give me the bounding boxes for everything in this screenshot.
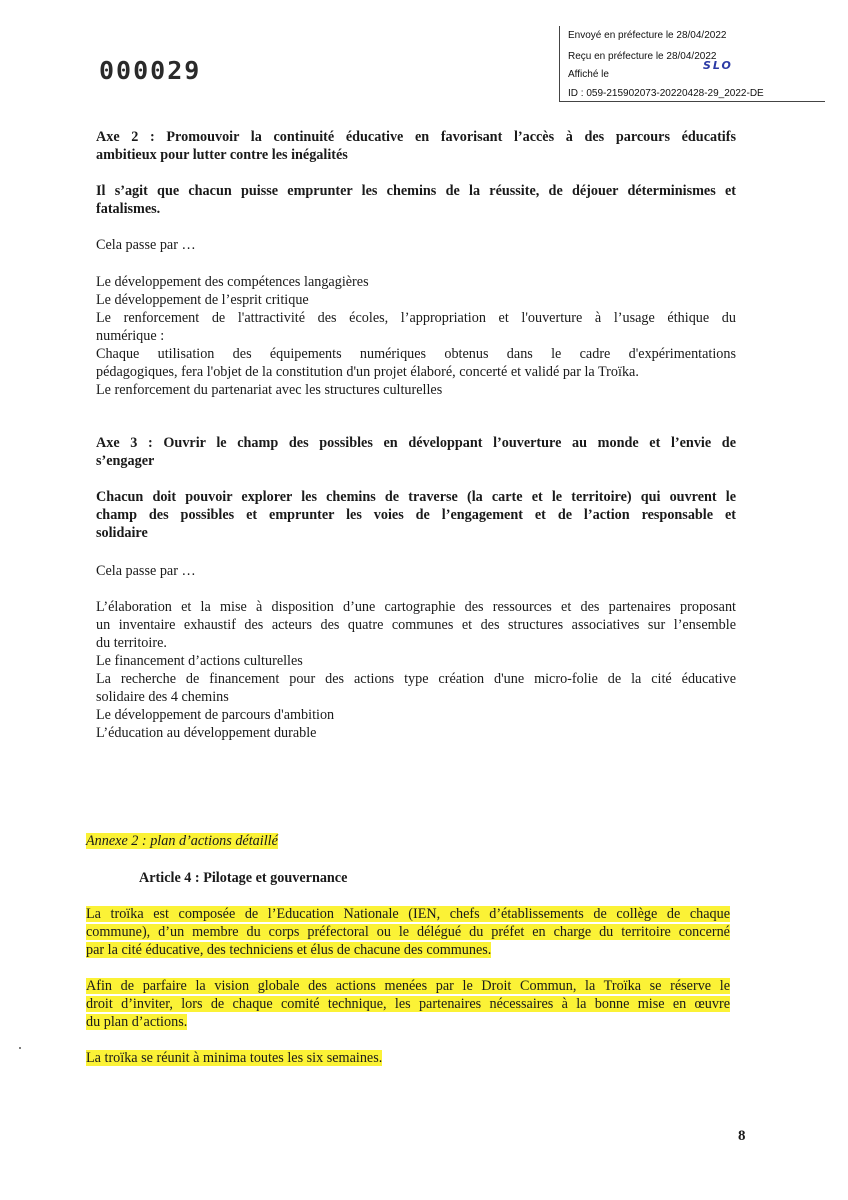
axe2-title bbox=[96, 128, 736, 164]
article4-paragraph-1 bbox=[86, 905, 730, 959]
paragraph-line: La troïka se réunit à minima toutes les six semaines. bbox=[86, 1050, 383, 1066]
axe2-lead: Cela passe par … bbox=[96, 237, 196, 253]
axe3-intro-line: Chacun doit pouvoir explorer les chemins de traverse (la carte et le territoire) qui ouvrent le bbox=[96, 489, 736, 505]
paragraph-line: droit d’inviter, lors de chaque comité technique, les partenaires nécessaires à la bonne mise en œuvre bbox=[86, 996, 730, 1012]
list-item: Chaque utilisation des équipements numériques obtenus dans le cadre d'expérimentations bbox=[96, 346, 736, 362]
axe3-list bbox=[96, 598, 736, 742]
axe3-title bbox=[96, 434, 736, 470]
paragraph-line: commune), d’un membre du corps préfectoral ou le délégué du préfet en charge du territoire concerné bbox=[86, 924, 730, 940]
stamp-sent: Envoyé en préfecture le 28/04/2022 bbox=[568, 30, 727, 41]
annexe-label bbox=[86, 832, 278, 850]
axe2-intro-line: fatalismes. bbox=[96, 201, 161, 217]
axe2-title-line: Axe 2 : Promouvoir la continuité éducative en favorisant l’accès à des parcours éducatifs bbox=[96, 129, 736, 145]
axe3-title-line: s’engager bbox=[96, 453, 155, 469]
stamp-border-left bbox=[559, 26, 560, 102]
list-item: L’éducation au développement durable bbox=[96, 725, 317, 741]
article4-title: Article 4 : Pilotage et gouvernance bbox=[139, 870, 348, 886]
list-item: solidaire des 4 chemins bbox=[96, 689, 229, 705]
axe3-title-line: Axe 3 : Ouvrir le champ des possibles en développant l’ouverture au monde et l’envie de bbox=[96, 435, 736, 451]
list-item: pédagogiques, fera l'objet de la constitution d'un projet élaboré, concerté et validé par la Troïka. bbox=[96, 364, 639, 380]
article4-paragraph-3 bbox=[86, 1049, 382, 1067]
axe3-lead: Cela passe par … bbox=[96, 563, 196, 579]
list-item: Le développement de l’esprit critique bbox=[96, 292, 309, 308]
paragraph-line: La troïka est composée de l’Education Nationale (IEN, chefs d’établissements de collège de chaque bbox=[86, 906, 730, 922]
list-item: numérique : bbox=[96, 328, 165, 344]
list-item: Le renforcement du partenariat avec les structures culturelles bbox=[96, 382, 443, 398]
article4-paragraph-2 bbox=[86, 977, 730, 1031]
list-item: un inventaire exhaustif des acteurs des quatre communes et des structures associatives sur l’ensemble bbox=[96, 617, 736, 633]
axe2-list bbox=[96, 273, 736, 399]
stamp-posted: Affiché le bbox=[568, 69, 609, 80]
stamp-received: Reçu en préfecture le 28/04/2022 bbox=[568, 51, 717, 62]
axe2-title-line: ambitieux pour lutter contre les inégalités bbox=[96, 147, 348, 163]
document-number: 000029 bbox=[99, 56, 202, 85]
prefecture-stamp bbox=[559, 26, 825, 102]
axe3-intro-line: champ des possibles et emprunter les voies de l’engagement et de l’action responsable et bbox=[96, 507, 736, 523]
list-item: du territoire. bbox=[96, 635, 167, 651]
paragraph-line: Afin de parfaire la vision globale des actions menées par le Droit Commun, la Troïka se réserve le bbox=[86, 978, 730, 994]
list-item: Le développement de parcours d'ambition bbox=[96, 707, 335, 723]
axe2-intro-line: Il s’agit que chacun puisse emprunter les chemins de la réussite, de déjouer déterminismes et bbox=[96, 183, 736, 199]
list-item: L’élaboration et la mise à disposition d’une cartographie des ressources et des partenaires proposant bbox=[96, 599, 736, 615]
list-item: Le financement d’actions culturelles bbox=[96, 653, 303, 669]
page-number: 8 bbox=[738, 1128, 746, 1144]
annexe-text: Annexe 2 : plan d’actions détaillé bbox=[86, 833, 278, 849]
list-item: La recherche de financement pour des actions type création d'une micro-folie de la cité éducative bbox=[96, 671, 736, 687]
list-item: Le renforcement de l'attractivité des écoles, l’appropriation et l'ouverture à l’usage éthique du bbox=[96, 310, 736, 326]
axe3-intro bbox=[96, 488, 736, 542]
stamp-logo: SLO bbox=[703, 59, 733, 72]
stamp-id: ID : 059-215902073-20220428-29_2022-DE bbox=[568, 88, 764, 99]
list-item: Le développement des compétences langagières bbox=[96, 274, 369, 290]
stamp-border-bottom bbox=[559, 101, 825, 102]
paragraph-line: par la cité éducative, des techniciens et élus de chacune des communes. bbox=[86, 942, 492, 958]
scan-speck bbox=[19, 1047, 21, 1049]
axe2-intro bbox=[96, 182, 736, 218]
axe3-intro-line: solidaire bbox=[96, 525, 148, 541]
paragraph-line: du plan d’actions. bbox=[86, 1014, 188, 1030]
